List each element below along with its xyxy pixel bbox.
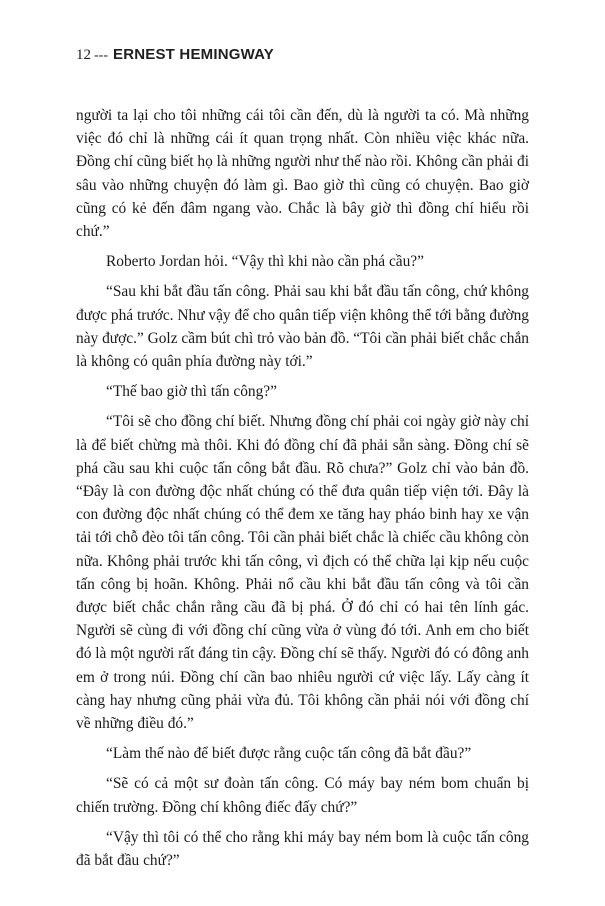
paragraph: Roberto Jordan hỏi. “Vậy thì khi nào cần phá cầu?” [106,253,424,271]
running-title: ERNEST HEMINGWAY [113,46,275,63]
page-header [76,46,274,65]
header-separator: --- [94,48,108,63]
page-number: 12 [76,47,91,63]
paragraph: “Thế bao giờ thì tấn công?” [106,383,277,401]
body-text [76,104,529,879]
paragraph: “Sẽ có cả một sư đoàn tấn công. Có máy bay ném bom chuẩn bị chiến trường. Đồng chí không điếc đấy chứ?” [76,775,529,816]
paragraph: “Sau khi bắt đầu tấn công. Phải sau khi bắt đầu tấn công, chứ không được phá trước. Như vậy để cho quân tiếp viện không thể tới bằng đường này được.” Golz cầm bút chì trỏ vào bản đồ. “Tôi cần phải biết chắc chắn là không có quân phía đường này tới.” [76,283,529,371]
paragraph: “Vậy thì tôi có thể cho rằng khi máy bay ném bom là cuộc tấn công đã bắt đầu chứ?” [76,828,529,870]
paragraph: “Làm thế nào để biết được rằng cuộc tấn công đã bắt đầu?” [106,745,472,763]
paragraph: “Tôi sẽ cho đồng chí biết. Nhưng đồng chí phải coi ngày giờ này chỉ là để biết chừng mà thôi. Khi đó đồng chí đã phải sẵn sàng. Đồng chí sẽ phá cầu sau khi cuộc tấn công bắt đầu. Rõ chưa?” Golz chỉ vào bản đồ. “Đây là con đường độc nhất chúng có thể đưa quân tiếp viện tới. Đây là con đường độc nhất chúng có thể đem xe tăng hay pháo binh hay xe vận tải tới chỗ đèo tôi tấn công. Tôi cần phải biết chắc là chiếc cầu không còn nữa. Không phải trước khi tấn công, vì địch có thể chữa lại kịp nếu cuộc tấn công bị hoãn. Không. Phải nổ cầu khi bắt đầu tấn công và tôi cần được biết chắc chắn rằng cầu đã bị phá. Ở đó chỉ có hai tên lính gác. Người sẽ cùng đi với đồng chí cũng vừa ở vùng đó tới. Anh em cho biết đó là một người rất đáng tin cậy. Đồng chí sẽ thấy. Người đó có đông anh em ở trong núi. Đồng chí cần bao nhiêu người cứ việc lấy. Lấy càng ít càng hay nhưng cũng phải vừa đủ. Tôi không cần phải nói với đồng chí về những điều đó.” [76,413,529,733]
paragraph: người ta lại cho tôi những cái tôi cần đến, dù là người ta có. Mà những việc đó chỉ là những cái ít quan trọng nhất. Còn nhiều việc khác nữa. Đồng chí cũng biết họ là những người như thế nào rồi. Không cần phải đi sâu vào những chuyện đó làm gì. Bao giờ thì cũng có chuyện. Bao giờ cũng có kẻ đến đâm ngang vào. Chắc là bây giờ thì đồng chí hiểu rồi chứ.” [76,107,529,241]
